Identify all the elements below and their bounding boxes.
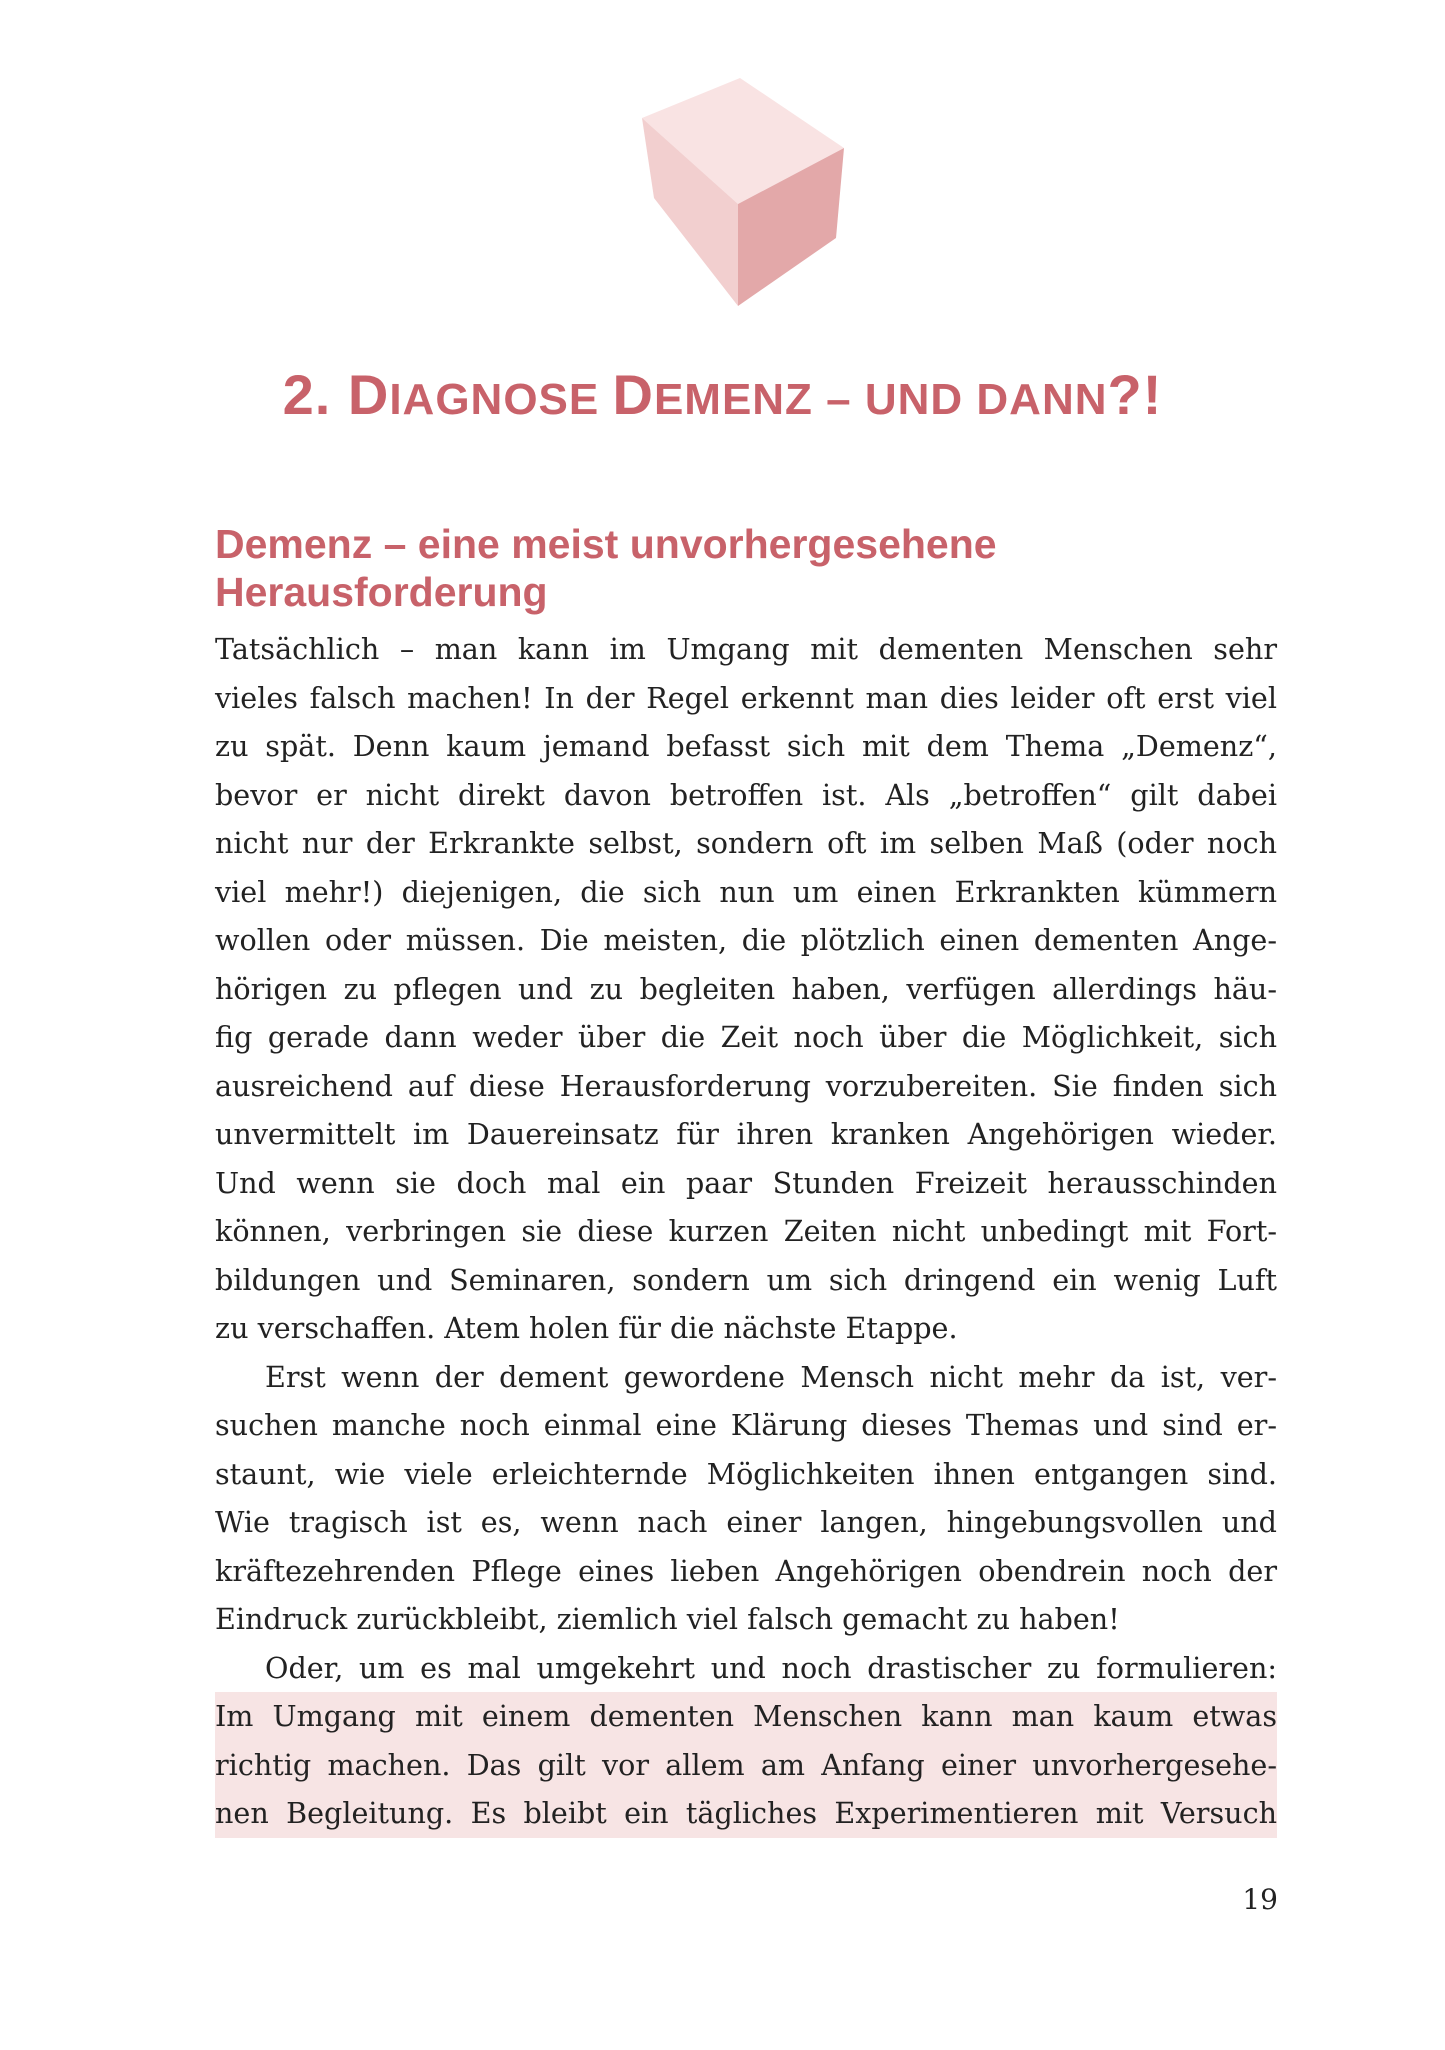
chapter-title-part: IAGNOSE <box>389 375 613 424</box>
chapter-number: 2. <box>282 363 348 426</box>
line-text: Tatsächlich – man kann im Umgang mit dementen Menschen sehr <box>215 632 1277 666</box>
line-text: vieles falsch machen! In der Regel erkennt man dies leider oft erst viel <box>215 680 1277 715</box>
section-heading-line: Herausforderung <box>215 569 548 615</box>
body-line <box>215 674 1277 723</box>
body-line <box>215 1741 1277 1790</box>
line-text: ausreichend auf diese Herausforderung vorzubereiten. Sie finden sich <box>215 1068 1277 1103</box>
cube-icon <box>642 78 844 306</box>
body-line <box>215 1692 1277 1741</box>
chapter-title-part: D <box>612 363 654 426</box>
highlighted-text: nen Begleitung. Es bleibt ein tägliches Experimentieren mit Versuch <box>215 1796 1277 1830</box>
body-line <box>215 1547 1277 1596</box>
body-text <box>215 625 1277 1838</box>
body-line <box>215 1304 1277 1353</box>
line-text: staunt, wie viele erleichternde Möglichkeiten ihnen entgangen sind. <box>215 1456 1277 1491</box>
line-text: bevor er nicht direkt davon betroffen ist. Als „betroffen“ gilt dabei <box>215 777 1277 812</box>
body-line <box>215 868 1277 917</box>
line-text: kräftezehrenden Pflege eines lieben Angehörigen obendrein noch der <box>215 1553 1277 1588</box>
body-line <box>215 1401 1277 1450</box>
body-line <box>215 1013 1277 1062</box>
body-line <box>215 1062 1277 1111</box>
body-line <box>215 1159 1277 1208</box>
body-line <box>215 1595 1277 1644</box>
line-text: fig gerade dann weder über die Zeit noch über die Möglichkeit, sich <box>215 1020 1277 1054</box>
line-text: Wie tragisch ist es, wenn nach einer langen, hingebungsvollen und <box>215 1505 1277 1539</box>
line-text: unvermittelt im Dauereinsatz für ihren kranken Angehörigen wieder. <box>215 1117 1277 1151</box>
chapter-title <box>0 362 1445 427</box>
chapter-title-part: D <box>347 363 390 426</box>
body-line <box>215 771 1277 820</box>
body-line <box>215 1110 1277 1159</box>
section-heading <box>215 520 1265 616</box>
line-text: suchen manche noch einmal eine Klärung dieses Themas und sind er- <box>215 1408 1277 1442</box>
line-text: Eindruck zurückbleibt, ziemlich viel falsch gemacht zu haben! <box>215 1602 1120 1636</box>
line-text: zu spät. Denn kaum jemand befasst sich mit dem Thema „Demenz“, <box>215 729 1277 763</box>
body-line <box>215 722 1277 771</box>
highlighted-text: Im Umgang mit einem dementen Menschen kann man kaum etwas <box>215 1699 1277 1733</box>
body-line <box>215 819 1277 868</box>
body-line <box>215 1207 1277 1256</box>
line-text: wollen oder müssen. Die meisten, die plötzlich einen dementen Ange- <box>215 923 1277 957</box>
body-line <box>215 1450 1277 1499</box>
body-line <box>215 1789 1277 1838</box>
line-text: hörigen zu pflegen und zu begleiten haben, verfügen allerdings häu- <box>215 971 1277 1006</box>
body-line <box>215 916 1277 965</box>
highlighted-text: richtig machen. Das gilt vor allem am Anfang einer unvorhergesehe- <box>215 1747 1277 1782</box>
page-number: 19 <box>1242 1883 1278 1916</box>
line-text: viel mehr!) diejenigen, die sich nun um einen Erkrankten kümmern <box>215 874 1277 909</box>
body-line <box>215 625 1277 674</box>
line-text: Erst wenn der dement gewordene Mensch nicht mehr da ist, ver- <box>265 1359 1277 1394</box>
line-text: Und wenn sie doch mal ein paar Stunden Freizeit herausschinden <box>215 1165 1277 1200</box>
body-line <box>215 1644 1277 1693</box>
body-line <box>215 1498 1277 1547</box>
line-text: zu verschaffen. Atem holen für die nächste Etappe. <box>215 1311 958 1345</box>
line-text: Oder, um es mal umgekehrt und noch drastischer zu formulieren: <box>265 1650 1277 1685</box>
chapter-title-part: EMENZ – UND DANN <box>653 375 1108 424</box>
body-line <box>215 1256 1277 1305</box>
body-line <box>215 965 1277 1014</box>
chapter-title-part: ?! <box>1107 363 1163 426</box>
line-text: können, verbringen sie diese kurzen Zeiten nicht unbedingt mit Fort- <box>215 1214 1277 1248</box>
line-text: bildungen und Seminaren, sondern um sich dringend ein wenig Luft <box>215 1262 1277 1297</box>
section-heading-line: Demenz – eine meist unvorhergesehene <box>215 521 997 567</box>
line-text: nicht nur der Erkrankte selbst, sondern oft im selben Maß (oder noch <box>215 826 1277 860</box>
body-line <box>215 1353 1277 1402</box>
